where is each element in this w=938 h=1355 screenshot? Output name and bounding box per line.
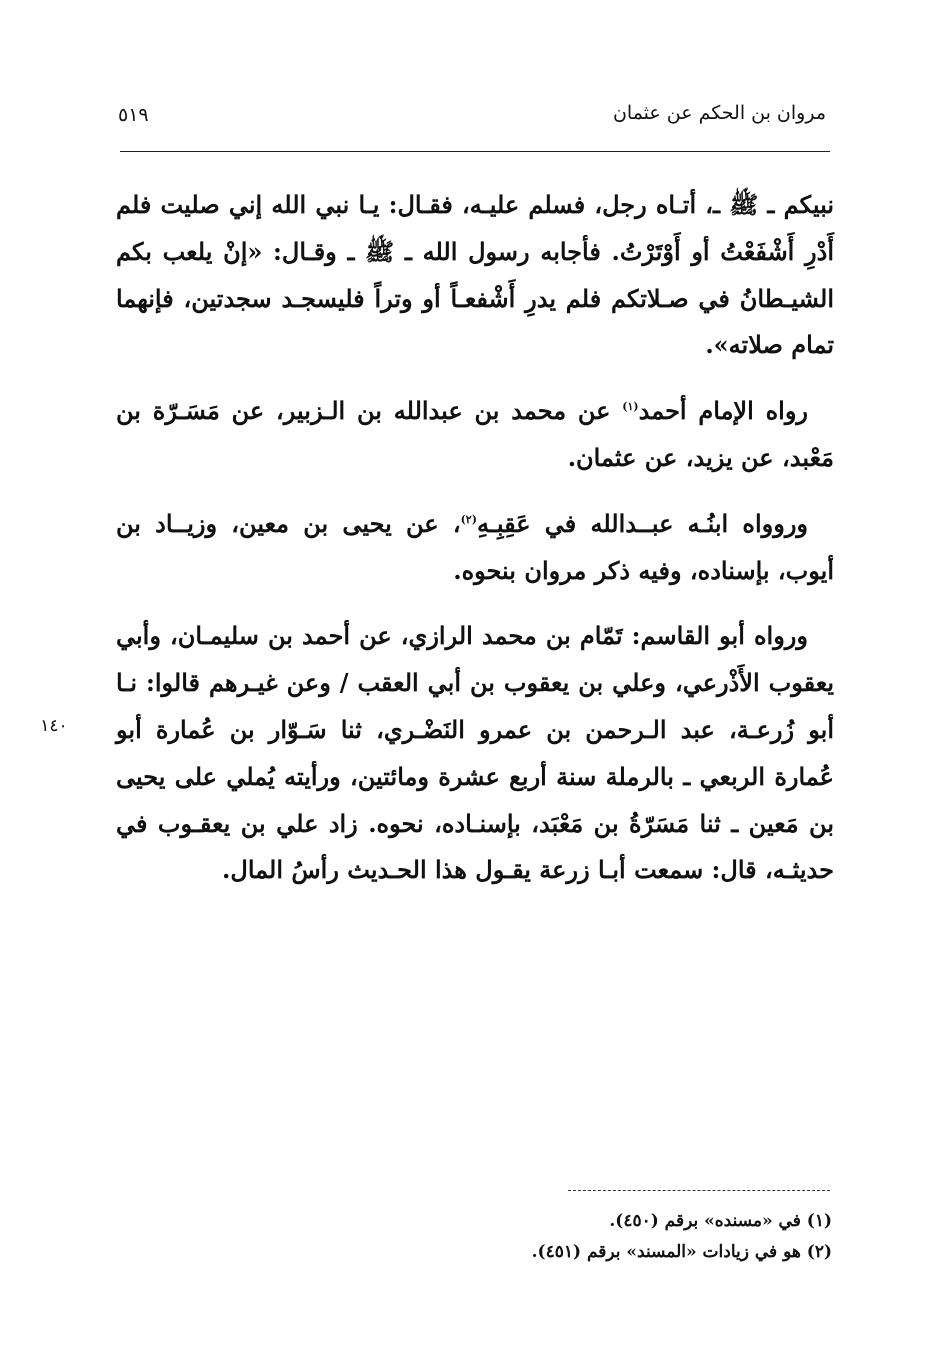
- footnote-2: (٢) هو في زيادات «المسند» برقم (٤٥١).: [531, 1242, 832, 1263]
- paragraph-abdullah-lead: وروواه ابنُـه عبــدالله في عَقِبِـهِ: [476, 508, 808, 538]
- main-text: [116, 182, 834, 913]
- footnote-ref-1: (١): [622, 400, 639, 414]
- footnote-1: (١) في «مسنده» برقم (٤٥٠).: [609, 1211, 832, 1231]
- footnote-ref-2: (٢): [460, 512, 477, 526]
- paragraph-abdullah: [116, 501, 834, 595]
- paragraph-abdullah-rest: ، عن يحيى بن معين، وزيــاد بن أيوب، بإسناده، وفيه ذكر مروان بنحوه.: [116, 508, 834, 585]
- paragraph-ahmad-lead: رواه الإمام أحمد: [638, 396, 809, 426]
- paragraph-ahmad: [116, 388, 834, 482]
- paragraph-hadith: نبيكم ـ ﷺ ـ، أتـاه رجل، فسلم عليـه، فقـال: يـا نبي الله إني صليت فلم أَدْرِ أَشْفَعْتُ أو أَوْتَرْتُ. فأجابه رسول الله ـ ﷺ ـ وقـال: «إنْ يلعب بكم الشيـطانُ في صـلاتكم فلم يدرِ أَشْفعـاً أو وتراً فليسجـد سجدتين، فإنهما تمام صلاته».: [116, 190, 834, 360]
- page-number: ٥١٩: [118, 104, 149, 126]
- running-header-title: مروان بن الحكم عن عثمان: [612, 102, 826, 124]
- footnotes: [380, 1206, 832, 1269]
- footnote-divider: [568, 1190, 830, 1191]
- paragraph-ahmad-rest: عن محمد بن عبدالله بن الـزبير، عن مَسَـرّة بن مَعْبد، عن يزيد، عن عثمان.: [116, 396, 834, 472]
- margin-folio-number: ١٤٠: [40, 716, 68, 736]
- header-divider: [120, 151, 830, 152]
- paragraph-abulqasim: ورواه أبو القاسم: تَمّام بن محمد الرازي، عن أحمد بن سليمـان، وأبي يعقوب الأَذْرعي، وعلي بن يعقوب بن أبي العقب / وعن غيـرهم قالوا: نـا أبو زُرعـة، عبد الـرحمن بن عمرو النَضْـري، ثنا سَـوّار بن عُمارة أبو عُمارة الربعي ـ بالرملة سنة أربع عشرة ومائتين، ورأيته يُملي على يحيى بن مَعين ـ ثنا مَسَرّةُ بن مَعْبَد، بإسنـاده، نحوه. زاد علي بن يعقـوب في حديثـه، قال: سمعت أبـا زرعة يقـول هذا الحـديث رأسُ المال.: [116, 621, 834, 885]
